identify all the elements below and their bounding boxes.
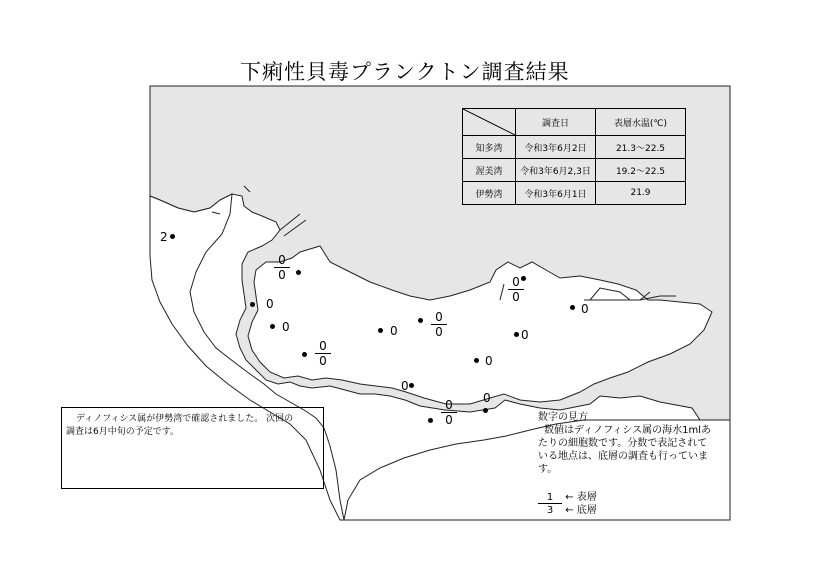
station-marker	[428, 418, 433, 423]
row-date: 令和3年6月2,3日	[516, 159, 596, 182]
station-fraction	[431, 311, 447, 339]
bottom-value: 0	[445, 413, 453, 427]
bottom-value: 0	[512, 290, 520, 304]
legend-surface-num: 1	[538, 492, 562, 504]
row-area: 伊勢湾	[463, 182, 516, 205]
row-date: 令和3年6月1日	[516, 182, 596, 205]
row-area: 渥美湾	[463, 159, 516, 182]
table-corner-cell	[463, 109, 516, 136]
station-marker	[296, 270, 301, 275]
bottom-value: 0	[278, 268, 286, 282]
station-marker	[302, 352, 307, 357]
surface-value: 0	[508, 276, 524, 290]
station-marker	[514, 332, 519, 337]
station-marker	[170, 234, 175, 239]
legend-line-1: 数値はディノフィシス属の海水1mlあ	[544, 425, 711, 436]
legend-bottom-row	[538, 501, 597, 514]
surface-value: 0	[274, 254, 290, 268]
table-row	[463, 136, 686, 159]
table-row	[463, 159, 686, 182]
notice-line-2: 調査は6月中旬の予定です。	[66, 427, 180, 437]
station-marker	[418, 318, 423, 323]
station-marker	[483, 408, 488, 413]
surface-value: 0	[441, 399, 457, 413]
station-marker	[270, 324, 275, 329]
bottom-value: 0	[435, 325, 443, 339]
station-marker	[570, 305, 575, 310]
station-value: 0	[485, 354, 493, 368]
legend-line-4: す。	[538, 464, 558, 475]
row-temp: 21.3～22.5	[596, 136, 686, 159]
row-date: 令和3年6月2日	[516, 136, 596, 159]
legend-key	[538, 488, 597, 514]
legend-line-2: たりの細胞数です。分数で表記されて	[538, 438, 708, 449]
station-marker	[409, 383, 414, 388]
diagonal-line-icon	[463, 109, 515, 135]
station-value: 0	[521, 328, 529, 342]
surface-value: 0	[431, 311, 447, 325]
station-marker	[250, 302, 255, 307]
station-marker	[474, 358, 479, 363]
station-value: 0	[282, 320, 290, 334]
row-area: 知多湾	[463, 136, 516, 159]
station-value: 0	[266, 297, 274, 311]
station-fraction	[274, 254, 290, 282]
station-value: 0	[581, 302, 589, 316]
notice-line-1: ディノフィシス属が伊勢湾で確認されました。 次回の	[76, 414, 294, 424]
station-value: 0	[483, 391, 491, 405]
station-fraction	[315, 340, 331, 368]
table-header-row	[463, 109, 686, 136]
station-value: 2	[160, 230, 168, 244]
legend-line-3: いる地点は、底層の調査も行っていま	[538, 451, 708, 462]
row-temp: 19.2～22.5	[596, 159, 686, 182]
header-date: 調査日	[516, 109, 596, 136]
bottom-value: 0	[319, 354, 327, 368]
station-value: 0	[401, 379, 409, 393]
row-temp: 21.9	[596, 182, 686, 205]
legend-surface-row	[538, 488, 597, 501]
notice-box	[61, 407, 324, 489]
station-fraction	[441, 399, 457, 427]
station-value: 0	[390, 324, 398, 338]
station-fraction	[508, 276, 524, 304]
surface-value: 0	[315, 340, 331, 354]
legend-title: 数字の見方	[538, 412, 588, 423]
header-temp: 表層水温(℃)	[596, 109, 686, 136]
legend-bottom-label: ← 底層	[565, 505, 597, 516]
page-title: 下痢性貝毒プランクトン調査結果	[240, 60, 570, 84]
legend	[538, 411, 738, 476]
table-row	[463, 182, 686, 205]
legend-surface-label: ← 表層	[565, 492, 597, 503]
station-marker	[378, 328, 383, 333]
water-temp-table	[462, 108, 686, 205]
legend-bottom-num: 3	[546, 505, 554, 516]
